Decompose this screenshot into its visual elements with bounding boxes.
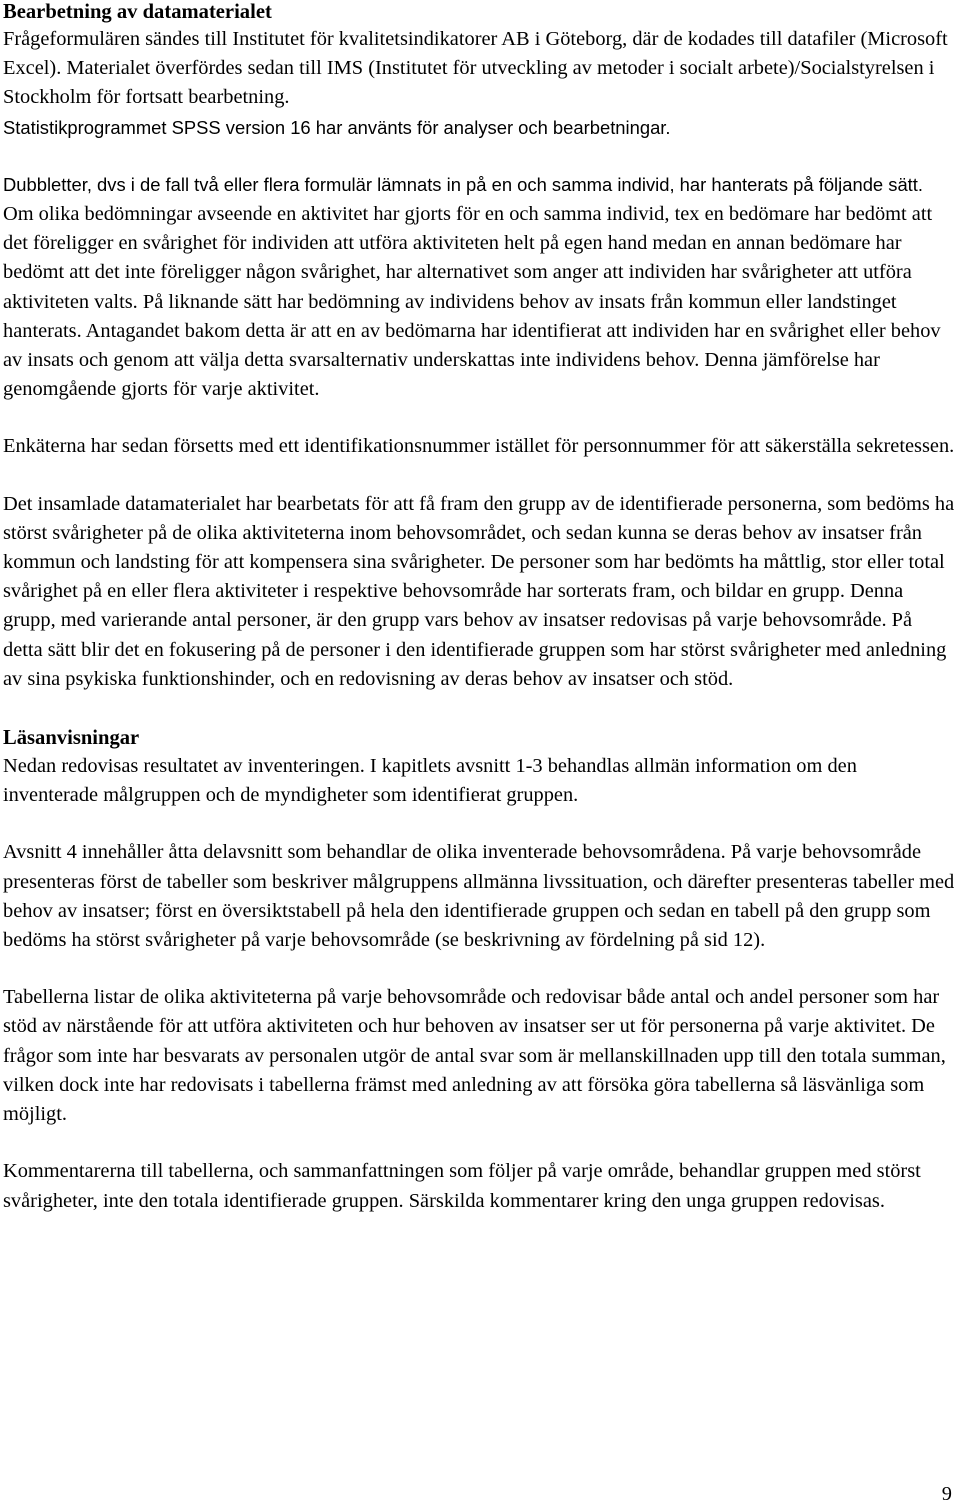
paragraph-duplicates: [3, 170, 955, 405]
paragraph-comments: Kommentarerna till tabellerna, och sammanfattningen som följer på varje område, behandlar gruppen med störst svårigheter, inte den totala identifierade gruppen. Särskilda kommentarer kring den unga gruppen redovisas.: [3, 1160, 921, 1212]
page-number: 9: [941, 1483, 952, 1505]
paragraph-selection: Det insamlade datamaterialet har bearbetats för att få fram den grupp av de identifierade personerna, som bedöms ha störst svårigheter på de olika aktiviteterna inom behovsområdet, och sedan kunna se deras behov av insatser från kommun och landsting för att kompensera sina svårigheter. De personer som har bedömts ha måttlig, stor eller total svårighet på en eller flera aktiviteter i respektive behovsområde har sorterats fram, och bildar en grupp. Denna grupp, med varierande antal personer, är den grupp vars behov av insatser redovisas på varje behovsområde. På detta sätt blir det en fokusering på de personer i den identifierade gruppen som har störst svårigheter med anledning av sina psykiska funktionshinder, och en redovisning av deras behov av insatser och stöd.: [3, 492, 955, 690]
paragraph-tables: Tabellerna listar de olika aktiviteterna på varje behovsområde och redovisar både antal och andel personer som har stöd av närstående för att utföra aktiviteten och hur behoven av insatser ser ut för personerna på varje aktivitet. De frågor som inte har besvarats av personalen utgör de antal svar som är mellanskillnaden upp till den totala summan, vilken dock inte har redovisats i tabellerna främst med anledning av att försöka göra tabellerna så läsvänliga som möjligt.: [3, 986, 946, 1126]
document-page: [3, 0, 955, 1216]
paragraph-text-spss: Statistikprogrammet SPSS version 16 har använts för analyser och bearbetningar.: [3, 116, 671, 138]
paragraph-data-processing: [3, 25, 955, 142]
paragraph-section-4: Avsnitt 4 innehåller åtta delavsnitt som behandlar de olika inventerade behovsområdena. På varje behovsområde presenteras först de tabeller som beskriver målgruppens allmänna livssituation, och därefter presenteras tabeller med behov av insatser; först en översiktstabell på hela den identifierade gruppen och sedan en tabell på den grupp som bedöms ha störst svårigheter på varje behovsområde (se beskrivning av fördelning på sid 12).: [3, 841, 955, 952]
paragraph-results-intro: Nedan redovisas resultatet av inventeringen. I kapitlets avsnitt 1-3 behandlas allmän information om den inventerade målgruppen och de myndigheter som identifierat gruppen.: [3, 755, 857, 807]
paragraph-text-duplicates-body: Om olika bedömningar avseende en aktivitet har gjorts för en och samma individ, tex en bedömare har bedömt att det föreligger en svårighet för individen att utföra aktiviteten helt på egen hand medan en annan bedömare har bedömt att det inte föreligger någon svårighet, har alternativet som anger att individen har svårigheter att utföra aktiviteten valts. På liknande sätt har bedömning av individens behov av insats från kommun eller landstinget hanterats. Antagandet bakom detta är att en av bedömarna har identifierat att individen har en svårighet eller behov av insats och genom att välja detta svarsalternativ underskattas inte individens behov. Denna jämförelse har genomgående gjorts för varje aktivitet.: [3, 203, 941, 401]
paragraph-identification: Enkäterna har sedan försetts med ett identifikationsnummer istället för personnummer för att säkerställa sekretessen.: [3, 435, 955, 458]
section-heading-lasanvisningar: Läsanvisningar: [3, 727, 140, 750]
paragraph-text-duplicates-intro: Dubbletter, dvs i de fall två eller flera formulär lämnats in på en och samma individ, har hanterats på följande sätt.: [3, 173, 924, 195]
section-heading-bearbetning: Bearbetning av datamaterialet: [3, 1, 272, 23]
paragraph-text: Frågeformulären sändes till Institutet för kvalitetsindikatorer AB i Göteborg, där de kodades till datafiler (Microsoft Excel). Materialet överfördes sedan till IMS (Institutet för utveckling av metoder i socialt arbete)/Socialstyrelsen i Stockholm för fortsatt bearbetning.: [3, 28, 948, 109]
